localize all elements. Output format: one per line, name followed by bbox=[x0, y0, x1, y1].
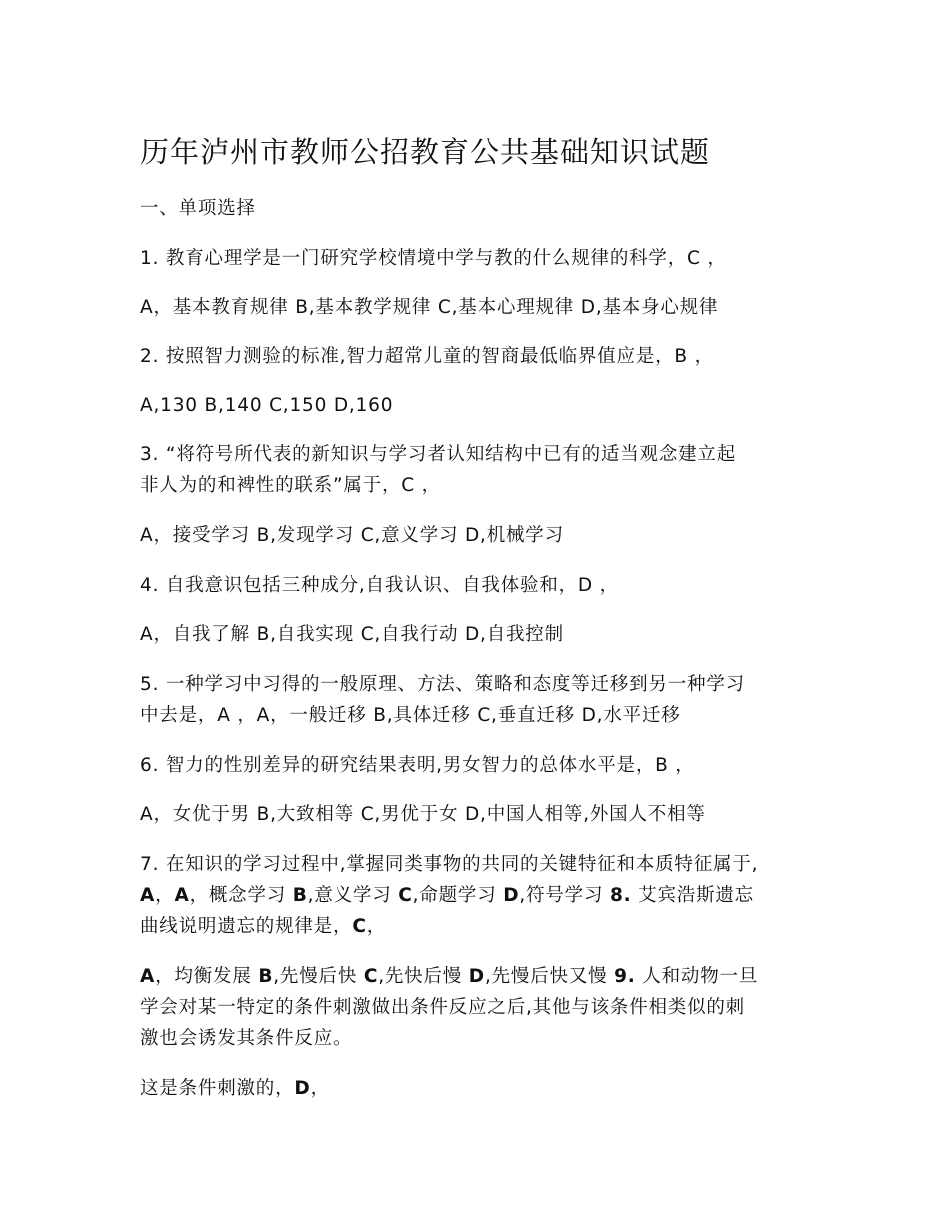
question-6: 6. 智力的性别差异的研究结果表明,男女智力的总体水平是，B ， bbox=[140, 755, 695, 776]
question-4-options: A，自我了解 B,自我实现 C,自我行动 D,自我控制 bbox=[140, 624, 564, 645]
question-1: 1. 教育心理学是一门研究学校情境中学与教的什么规律的科学，C ， bbox=[140, 248, 727, 269]
question-9-line-1: A，均衡发展 B,先慢后快 C,先快后慢 D,先慢后快又慢 9. 人和动物一旦 bbox=[140, 966, 759, 987]
question-9-line-2: 学会对某一特定的条件刺激做出条件反应之后,其他与该条件相类似的刺 bbox=[140, 997, 745, 1018]
question-7-line-1: 7. 在知识的学习过程中,掌握同类事物的共同的关键特征和本质特征属于, bbox=[140, 854, 759, 875]
question-5-line-2: 中去是，A ，A，一般迁移 B,具体迁移 C,垂直迁移 D,水平迁移 bbox=[140, 705, 681, 726]
question-1-options: A，基本教育规律 B,基本教学规律 C,基本心理规律 D,基本身心规律 bbox=[140, 297, 719, 318]
page-title: 历年泸州市教师公招教育公共基础知识试题 bbox=[140, 135, 711, 169]
question-8-line: 曲线说明遗忘的规律是，C， bbox=[140, 916, 387, 937]
question-9-line-3: 激也会诱发其条件反应。 bbox=[140, 1028, 353, 1049]
question-3-line-2: 非人为的和裨性的联系”属于，C ， bbox=[140, 475, 441, 496]
question-9-line-4: 这是条件刺激的，D， bbox=[140, 1078, 330, 1099]
question-7-line-2: A，A，概念学习 B,意义学习 C,命题学习 D,符号学习 8. 艾宾浩斯遗忘 bbox=[140, 885, 754, 906]
question-2-options: A,130 B,140 C,150 D,160 bbox=[140, 395, 394, 416]
question-2: 2. 按照智力测验的标准,智力超常儿童的智商最低临界值应是，B ， bbox=[140, 346, 714, 367]
section-heading: 一、单项选择 bbox=[140, 198, 256, 219]
question-3-options: A，接受学习 B,发现学习 C,意义学习 D,机械学习 bbox=[140, 525, 564, 546]
question-3-line-1: 3. “将符号所代表的新知识与学习者认知结构中已有的适当观念建立起 bbox=[140, 444, 737, 465]
question-5-line-1: 5. 一种学习中习得的一般原理、方法、策略和态度等迁移到另一种学习 bbox=[140, 674, 745, 695]
question-6-options: A，女优于男 B,大致相等 C,男优于女 D,中国人相等,外国人不相等 bbox=[140, 804, 706, 825]
question-4: 4. 自我意识包括三种成分,自我认识、自我体验和，D ， bbox=[140, 575, 619, 596]
